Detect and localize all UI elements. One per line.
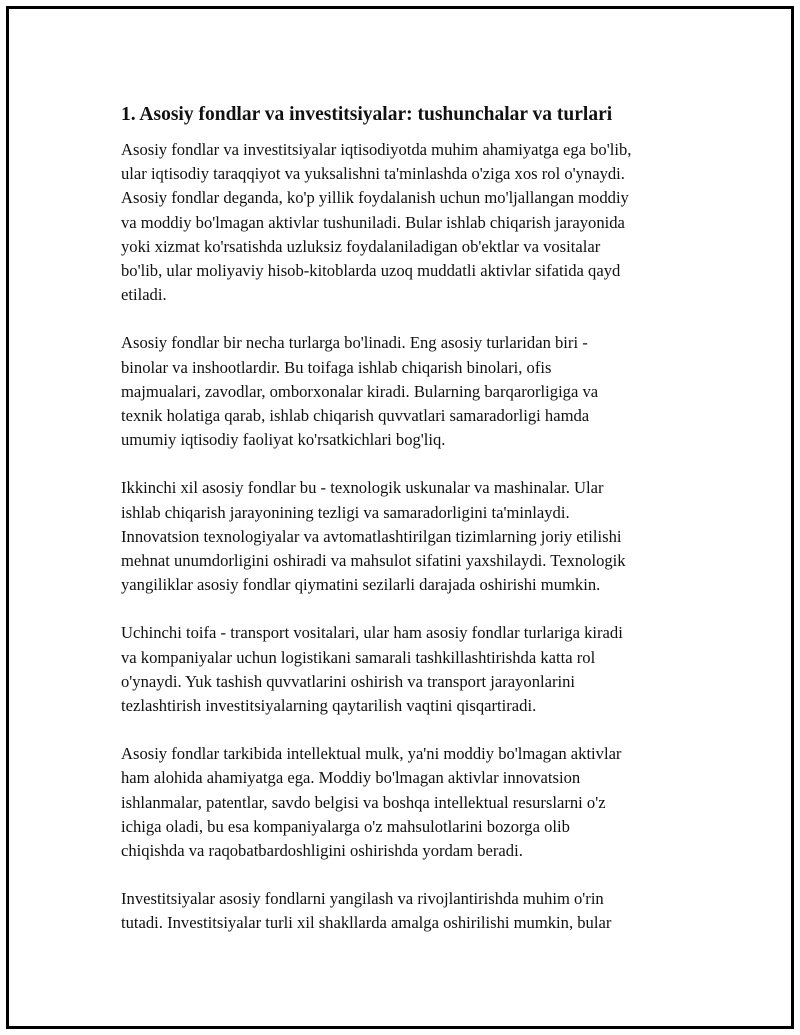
paragraph-line: va kompaniyalar uchun logistikani samarali tashkillashtirishda katta rol xyxy=(121,647,596,667)
paragraph-line: Asosiy fondlar tarkibida intellektual mulk, ya'ni moddiy bo'lmagan aktivlar xyxy=(121,744,622,764)
paragraph-line: ishlab chiqarish jarayonining tezligi va samaradorligini ta'minlaydi. xyxy=(121,502,570,522)
paragraph-line: o'ynaydi. Yuk tashish quvvatlarini oshirish va transport jarayonlarini xyxy=(121,671,576,691)
paragraph-line: ham alohida ahamiyatga ega. Moddiy bo'lmagan aktivlar innovatsion xyxy=(121,768,581,788)
section-heading: 1. Asosiy fondlar va investitsiyalar: tushunchalar va turlari xyxy=(121,104,613,125)
paragraph xyxy=(121,887,711,935)
document-page xyxy=(6,6,794,1029)
paragraph-line: ular iqtisodiy taraqqiyot va yuksalishni ta'minlashda o'ziga xos rol o'ynaydi. xyxy=(121,164,625,184)
paragraph-line: Ikkinchi xil asosiy fondlar bu - texnologik uskunalar va mashinalar. Ular xyxy=(121,478,604,498)
paragraph-line: tutadi. Investitsiyalar turli xil shakllarda amalga oshirilishi mumkin, bular xyxy=(121,913,612,933)
paragraph-line: Investitsiyalar asosiy fondlarni yangilash va rivojlantirishda muhim o'rin xyxy=(121,889,604,909)
paragraph-line: Innovatsion texnologiyalar va avtomatlashtirilgan tizimlarning joriy etilishi xyxy=(121,526,622,546)
paragraph-line: Asosiy fondlar bir necha turlarga bo'linadi. Eng asosiy turlaridan biri - xyxy=(121,333,588,353)
paragraph-line: va moddiy bo'lmagan aktivlar tushuniladi. Bular ishlab chiqarish jarayonida xyxy=(121,212,625,232)
paragraph-list xyxy=(121,138,711,936)
paragraph-line: yoki xizmat ko'rsatishda uzluksiz foydalaniladigan ob'ektlar va vositalar xyxy=(121,236,601,256)
paragraph-line: texnik holatiga qarab, ishlab chiqarish quvvatlari samaradorligi hamda xyxy=(121,406,590,426)
paragraph xyxy=(121,331,711,452)
paragraph-line: tezlashtirish investitsiyalarning qaytarilish vaqtini qisqartiradi. xyxy=(121,696,537,716)
paragraph-line: mehnat unumdorligini oshiradi va mahsulot sifatini yaxshilaydi. Texnologik xyxy=(121,551,626,571)
paragraph-line: Uchinchi toifa - transport vositalari, ular ham asosiy fondlar turlariga kiradi xyxy=(121,623,623,643)
paragraph-line: ishlanmalar, patentlar, savdo belgisi va boshqa intellektual resurslarni o'z xyxy=(121,792,606,812)
paragraph-line: umumiy iqtisodiy faoliyat ko'rsatkichlari bog'liq. xyxy=(121,430,446,450)
paragraph xyxy=(121,621,711,718)
paragraph-line: chiqishda va raqobatbardoshligini oshirishda yordam beradi. xyxy=(121,841,523,861)
paragraph xyxy=(121,476,711,597)
paragraph-line: Asosiy fondlar va investitsiyalar iqtisodiyotda muhim ahamiyatga ega bo'lib, xyxy=(121,140,632,159)
paragraph xyxy=(121,138,711,307)
paragraph-line: Asosiy fondlar deganda, ko'p yillik foydalanish uchun mo'ljallangan moddiy xyxy=(121,188,629,208)
paragraph-line: etiladi. xyxy=(121,285,167,305)
paragraph-line: yangiliklar asosiy fondlar qiymatini sezilarli darajada oshirishi mumkin. xyxy=(121,575,601,595)
paragraph xyxy=(121,742,711,863)
paragraph-line: majmualari, zavodlar, omborxonalar kiradi. Bularning barqarorligiga va xyxy=(121,381,599,401)
paragraph-line: binolar va inshootlardir. Bu toifaga ishlab chiqarish binolari, ofis xyxy=(121,357,552,377)
paragraph-line: bo'lib, ular moliyaviy hisob-kitoblarda uzoq muddatli aktivlar sifatida qayd xyxy=(121,261,621,281)
document-body xyxy=(121,101,711,960)
paragraph-line: ichiga oladi, bu esa kompaniyalarga o'z mahsulotlarini bozorga olib xyxy=(121,816,570,836)
